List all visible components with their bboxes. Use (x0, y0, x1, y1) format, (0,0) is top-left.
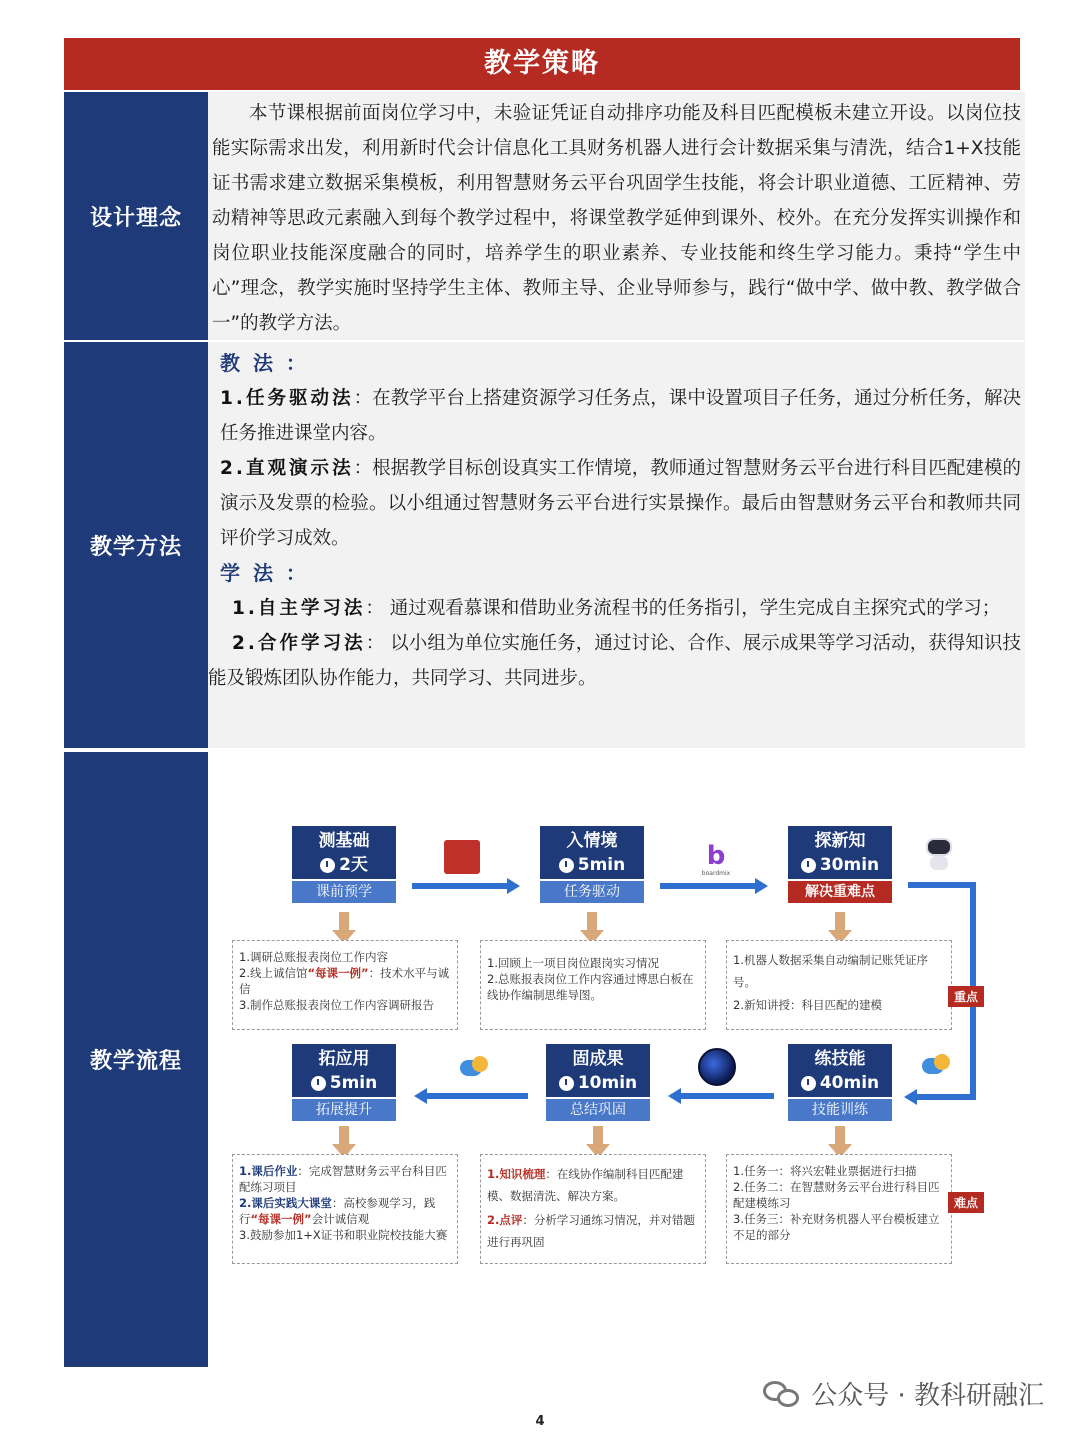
stage-time-value: 30min (819, 855, 880, 875)
learn-item-text: ： 以小组为单位实施任务，通过讨论、合作、展示成果等学习活动，获得知识技能及锻炼团队协作能力，共同学习、共同进步。 (208, 633, 1021, 689)
teach-item-text: ：根据教学目标创设真实工作情境，教师通过智慧财务云平台进行科目匹配建模的演示及发票的检验。以小组通过智慧财务云平台进行实景操作。最后由智慧财务云平台和教师共同评价学习成效。 (220, 458, 1021, 549)
learn-heading: 学 法 ： (220, 561, 309, 585)
flow-arrow-left (904, 1089, 934, 1105)
note-line: 1.知识梳理：在线协作编制科目匹配建模、数据清洗、解决方案。 (487, 1167, 684, 1203)
page-number: 4 (535, 1414, 545, 1429)
note-summary (480, 1154, 706, 1264)
methods-body (208, 342, 1025, 748)
note-line: 2.任务二：在智慧财务云平台进行科目匹配建模练习 (733, 1180, 940, 1210)
flow-arrow-left (414, 1088, 528, 1104)
note-line: 3.制作总账报表岗位工作内容调研报告 (239, 998, 434, 1012)
cloud-platform-icon (460, 1054, 490, 1076)
page-title: 教学策略 (64, 38, 1020, 90)
teach-item-name: 1.任务驱动法 (220, 388, 354, 409)
flow-arrow-left (668, 1088, 774, 1104)
flow-diagram (208, 752, 1025, 1367)
stopwatch-icon (311, 1076, 326, 1091)
stage-time (292, 1071, 396, 1095)
stage-name: 练技能 (814, 1049, 866, 1069)
note-key-points (726, 940, 952, 1030)
stage-header (546, 1044, 650, 1097)
stage-subtitle: 拓展提升 (292, 1099, 396, 1121)
note-line: 1.任务一：将兴宏鞋业票据进行扫描 (733, 1164, 917, 1178)
boardmix-logo-icon: b boardmix (701, 841, 731, 877)
stage-time-value: 40min (819, 1073, 880, 1093)
teach-item (220, 451, 1021, 556)
key-point-tag: 重点 (948, 986, 984, 1007)
note-line: 1.机器人数据采集自动编制记账凭证序号。 (733, 953, 928, 989)
note-extension (232, 1154, 458, 1264)
note-line: 1.课后作业：完成智慧财务云平台科目匹配练习项目 (239, 1164, 447, 1194)
design-label: 设计理念 (64, 92, 208, 340)
wechat-account-watermark (763, 1375, 1044, 1412)
stage-name: 测基础 (318, 831, 370, 851)
stopwatch-icon (559, 858, 574, 873)
stopwatch-icon (801, 858, 816, 873)
note-line: 2.课后实践大课堂：高校参观学习，践行“每课一例”会计诚信观 (239, 1196, 436, 1226)
stage-subtitle: 总结巩固 (546, 1099, 650, 1121)
note-line: 2.线上诚信馆“每课一例”：技术水平与诚信 (239, 966, 450, 996)
stopwatch-icon (320, 858, 335, 873)
robot-icon (924, 838, 954, 872)
methods-row (64, 342, 1025, 748)
stopwatch-icon (559, 1076, 574, 1091)
stage-time (788, 853, 892, 877)
stage-header (292, 826, 396, 879)
stage-time (540, 853, 644, 877)
teach-item (220, 381, 1021, 451)
stage-header (788, 1044, 892, 1097)
design-body (208, 92, 1025, 340)
stage-time (546, 1071, 650, 1095)
stage-name: 探新知 (814, 831, 866, 851)
note-line: 3.鼓励参加1+X证书和职业院校技能大赛 (239, 1228, 448, 1242)
stage-subtitle: 技能训练 (788, 1099, 892, 1121)
note-line: 1.回顾上一项目岗位跟岗实习情况 (487, 956, 659, 970)
note-line: 2.新知讲授：科目匹配的建模 (733, 998, 882, 1012)
flow-row (64, 752, 1025, 1367)
learn-item-name: 1.自主学习法 (232, 598, 366, 619)
stage-name: 入情境 (566, 831, 618, 851)
stage-time-value: 10min (577, 1073, 638, 1093)
flow-arrow-right (412, 878, 520, 894)
learn-item-name: 2.合作学习法 (232, 633, 366, 654)
note-line: 2.点评：分析学习通练习情况，并对错题进行再巩固 (487, 1213, 695, 1249)
methods-label: 教学方法 (64, 342, 208, 748)
stage-subtitle: 课前预学 (292, 881, 396, 903)
stage-time (292, 853, 396, 877)
stage-explore-knowledge (788, 826, 892, 903)
stage-time-value: 5min (577, 855, 626, 875)
stage-name: 固成果 (572, 1049, 624, 1069)
stage-enter-scenario (540, 826, 644, 903)
stage-subtitle: 任务驱动 (540, 881, 644, 903)
note-skill-training (726, 1154, 952, 1264)
difficulty-tag: 难点 (948, 1192, 984, 1213)
teach-heading: 教 法 ： (220, 351, 309, 375)
stage-time (788, 1071, 892, 1095)
stage-header (292, 1044, 396, 1097)
stage-name: 拓应用 (318, 1049, 370, 1069)
stage-subtitle: 解决重难点 (788, 881, 892, 903)
learn-item-text: ： 通过观看慕课和借助业务流程书的任务指引，学生完成自主探究式的学习； (365, 598, 1001, 619)
teach-item-text: ：在教学平台上搭建资源学习任务点，课中设置项目子任务，通过分析任务，解决任务推进课堂内容。 (220, 388, 1021, 444)
stage-header (788, 826, 892, 879)
design-row (64, 92, 1025, 340)
stage-extend-application (292, 1044, 396, 1121)
design-paragraph: 本节课根据前面岗位学习中，未验证凭证自动排序功能及科目匹配模板未建立开设。以岗位技能实际需求出发，利用新时代会计信息化工具财务机器人进行会计数据采集与清洗，结合1+X技能证书需求建立数据采集模板，利用智慧财务云平台巩固学生技能，将会计职业道德、工匠精神、劳动精神等思政元素融入到每个教学过程中，将课堂教学延伸到课外、校外。在充分发挥实训操作和岗位职业技能深度融合的同时，培养学生的职业素养、专业技能和终生学习能力。秉持“学生中心”理念，教学实施时坚持学生主体、教师主导、企业导师参与，践行“做中学、做中教、教学做合一”的教学方法。 (212, 103, 1021, 334)
stopwatch-icon (801, 1076, 816, 1091)
note-line: 1.调研总账报表岗位工作内容 (239, 950, 388, 964)
platform-globe-icon (698, 1048, 736, 1086)
learn-item (208, 626, 1021, 696)
stage-header (540, 826, 644, 879)
cloud-platform-icon (922, 1052, 952, 1074)
stage-time-value: 5min (329, 1073, 378, 1093)
note-line: 2.总账报表岗位工作内容通过博思白板在线协作编制思维导图。 (487, 972, 694, 1002)
xuexitong-logo-icon (444, 840, 480, 874)
stage-test-basics (292, 826, 396, 903)
learn-item (208, 591, 1021, 626)
stage-practice-skills (788, 1044, 892, 1121)
note-pre-study (232, 940, 458, 1030)
flow-label: 教学流程 (64, 752, 208, 1367)
stage-consolidate-results (546, 1044, 650, 1121)
wechat-icon (763, 1379, 803, 1409)
flow-connector (908, 882, 976, 888)
watermark-text: 公众号 · 教科研融汇 (811, 1381, 1044, 1411)
teach-item-name: 2.直观演示法 (220, 458, 354, 479)
stage-time-value: 2天 (339, 855, 368, 875)
note-task-driven (480, 940, 706, 1030)
note-line: 3.任务三：补充财务机器人平台模板建立不足的部分 (733, 1212, 940, 1242)
